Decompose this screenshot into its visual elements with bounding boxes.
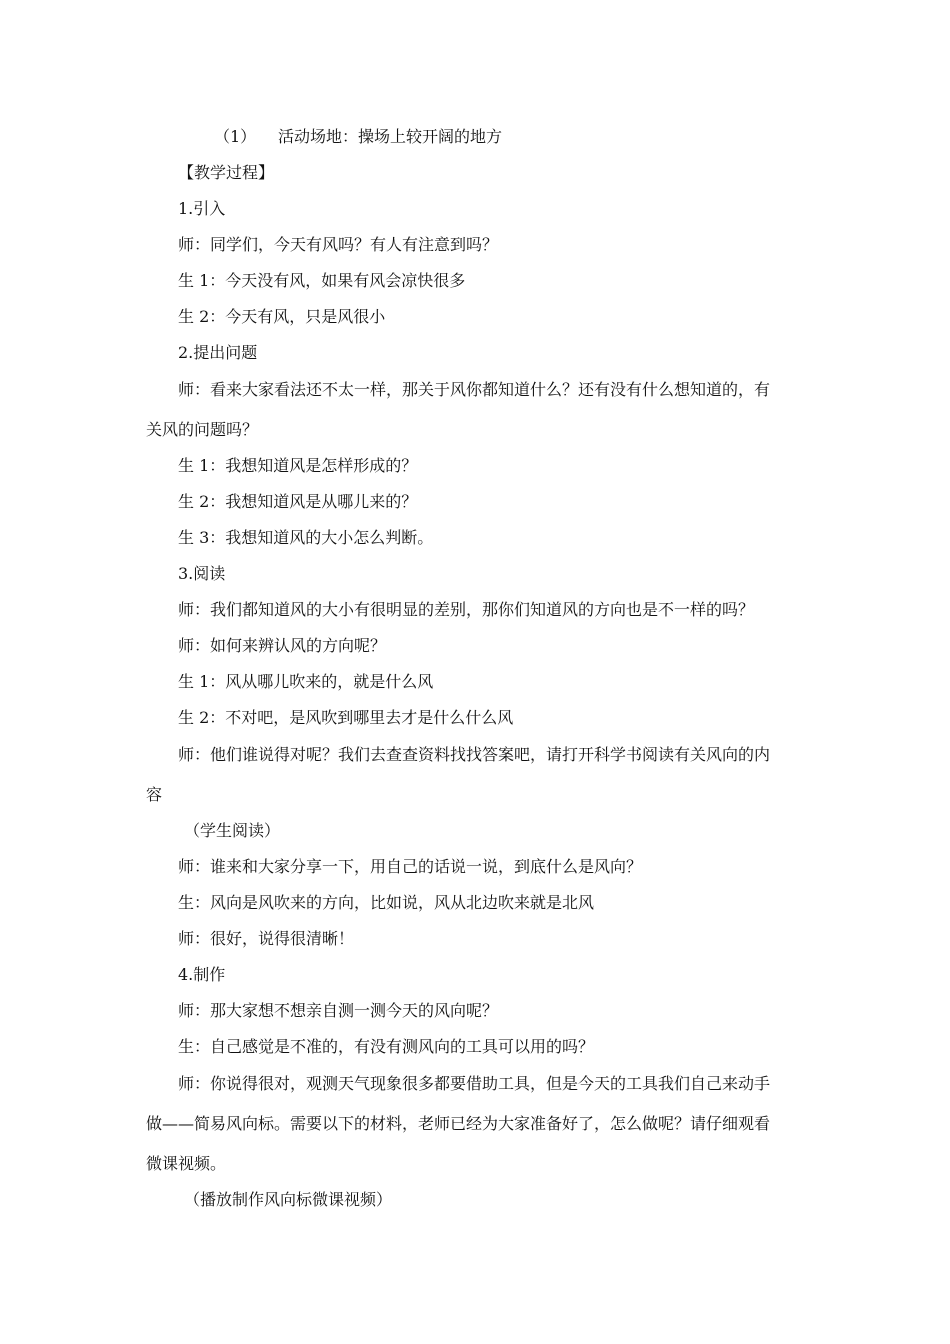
list-item-text: 活动场地：操场上较开阔的地方 — [278, 127, 503, 146]
paragraph-continued: 微课视频。 — [146, 1154, 227, 1173]
paragraph-continued: 容 — [146, 785, 163, 804]
paragraph: 师：那大家想不想亲自测一测今天的风向呢？ — [178, 1001, 499, 1020]
paragraph: 师：你说得很对，观测天气现象很多都要借助工具，但是今天的工具我们自己来动手 — [178, 1074, 771, 1093]
paragraph: 师：看来大家看法还不太一样，那关于风你都知道什么？还有没有什么想知道的，有 — [178, 380, 771, 399]
paragraph: 师：我们都知道风的大小有很明显的差别，那你们知道风的方向也是不一样的吗？ — [178, 600, 755, 619]
stage-direction: （播放制作风向标微课视频） — [184, 1190, 393, 1209]
paragraph: 生 1：风从哪儿吹来的，就是什么风 — [178, 672, 434, 691]
paragraph: 师：谁来和大家分享一下，用自己的话说一说，到底什么是风向？ — [178, 857, 643, 876]
paragraph: 生 2：我想知道风是从哪儿来的？ — [178, 492, 418, 511]
paragraph: 生：自己感觉是不准的，有没有测风向的工具可以用的吗？ — [178, 1037, 595, 1056]
paragraph-continued: 做——简易风向标。需要以下的材料，老师已经为大家准备好了，怎么做呢？请仔细观看 — [146, 1114, 771, 1133]
paragraph: 生：风向是风吹来的方向，比如说，风从北边吹来就是北风 — [178, 893, 595, 912]
stage-direction: （学生阅读） — [184, 821, 281, 840]
section-title: 【教学过程】 — [178, 163, 275, 182]
list-item-number: （1） — [214, 127, 257, 146]
paragraph: 师：同学们，今天有风吗？有人有注意到吗？ — [178, 235, 499, 254]
paragraph: 生 2：不对吧，是风吹到哪里去才是什么什么风 — [178, 708, 514, 727]
paragraph: 师：他们谁说得对呢？我们去查查资料找找答案吧，请打开科学书阅读有关风向的内 — [178, 745, 771, 764]
paragraph: 生 2：今天有风，只是风很小 — [178, 307, 386, 326]
heading-question: 2.提出问题 — [178, 343, 258, 362]
paragraph: 生 3：我想知道风的大小怎么判断。 — [178, 528, 434, 547]
paragraph: 生 1：我想知道风是怎样形成的？ — [178, 456, 418, 475]
paragraph: 师：很好，说得很清晰！ — [178, 929, 355, 948]
heading-reading: 3.阅读 — [178, 564, 226, 583]
paragraph: 师：如何来辨认风的方向呢？ — [178, 636, 387, 655]
paragraph: 生 1：今天没有风，如果有风会凉快很多 — [178, 271, 466, 290]
heading-making: 4.制作 — [178, 965, 226, 984]
paragraph-continued: 关风的问题吗？ — [146, 420, 259, 439]
heading-intro: 1.引入 — [178, 199, 226, 218]
